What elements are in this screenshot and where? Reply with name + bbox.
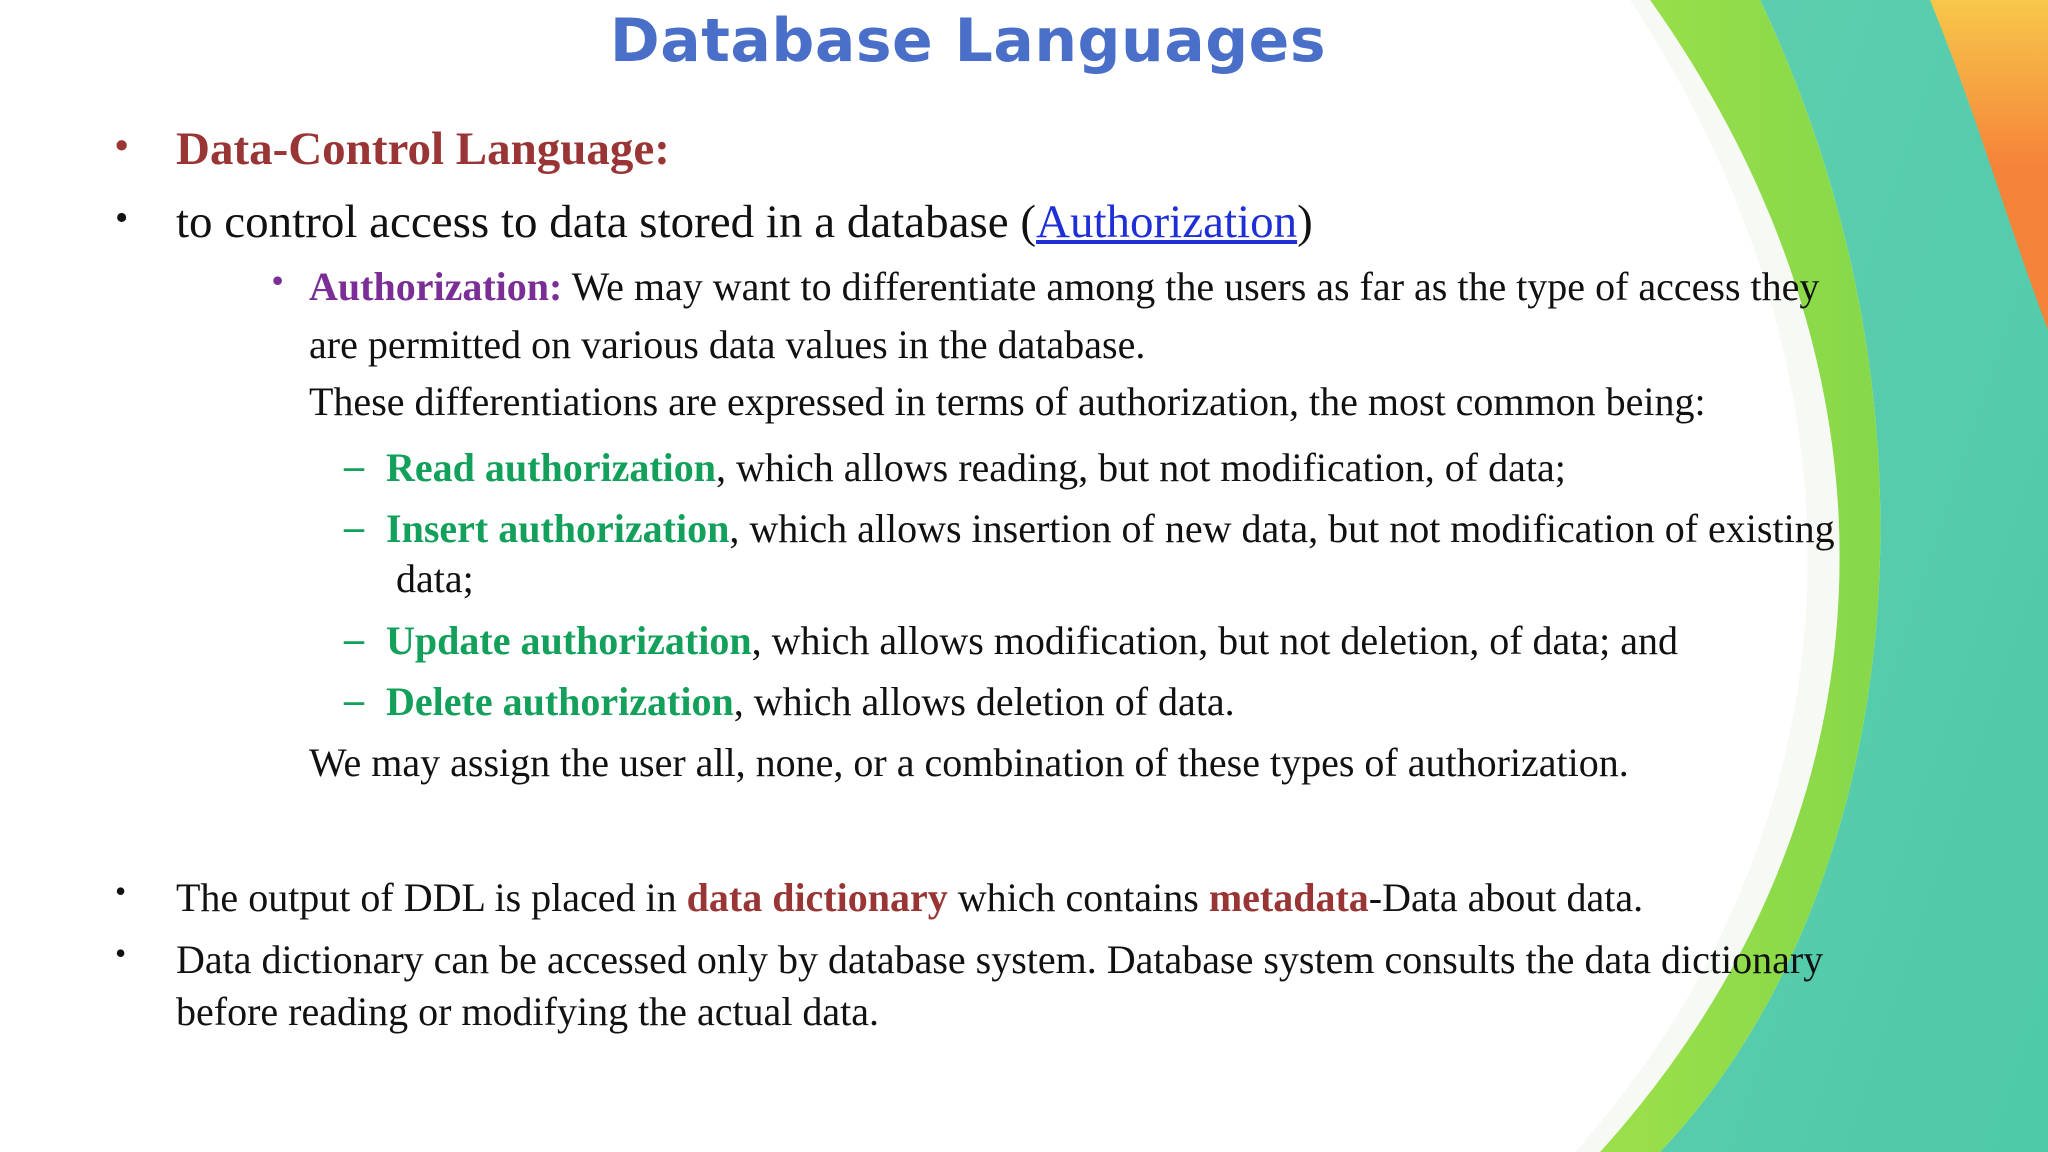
dash-icon: – <box>344 443 364 488</box>
authorization-line-1: Authorization: We may want to differentiate among the users as far as the type of access they <box>309 264 1820 309</box>
bullet-icon: • <box>115 197 129 239</box>
authorization-label: Authorization: <box>309 264 563 309</box>
auth-type-update: Update authorization, which allows modification, but not deletion, of data; and <box>386 618 1679 663</box>
dictionary-access-line-2: before reading or modifying the actual data. <box>176 989 880 1034</box>
authorization-link[interactable]: Authorization <box>1036 196 1298 248</box>
bullet-icon: • <box>115 873 127 909</box>
assign-note: We may assign the user all, none, or a combination of these types of authorization. <box>309 740 1629 785</box>
auth-type-delete: Delete authorization, which allows deletion of data. <box>386 679 1235 724</box>
auth-type-read: Read authorization, which allows reading, but not modification, of data; <box>386 445 1566 490</box>
bullet-icon: • <box>272 262 284 298</box>
ddl-output-line: The output of DDL is placed in data dictionary which contains metadata-Data about data. <box>176 875 1644 920</box>
dcl-heading: Data-Control Language: <box>176 123 670 175</box>
dcl-purpose: to control access to data stored in a database (Authorization) <box>176 196 1313 248</box>
bullet-icon: • <box>115 125 129 167</box>
slide-title: Database Languages <box>609 6 1327 76</box>
auth-type-insert-cont: data; <box>396 556 474 601</box>
authorization-line-2: are permitted on various data values in the database. <box>309 322 1146 367</box>
dictionary-access-line-1: Data dictionary can be accessed only by database system. Database system consults the data dictionary <box>176 937 1824 982</box>
auth-type-insert: Insert authorization, which allows insertion of new data, but not modification of existing <box>386 506 1835 551</box>
bullet-icon: • <box>115 935 127 971</box>
authorization-line-3: These differentiations are expressed in terms of authorization, the most common being: <box>309 379 1706 424</box>
dash-icon: – <box>344 616 364 661</box>
dash-icon: – <box>344 504 364 549</box>
dash-icon: – <box>344 677 364 722</box>
